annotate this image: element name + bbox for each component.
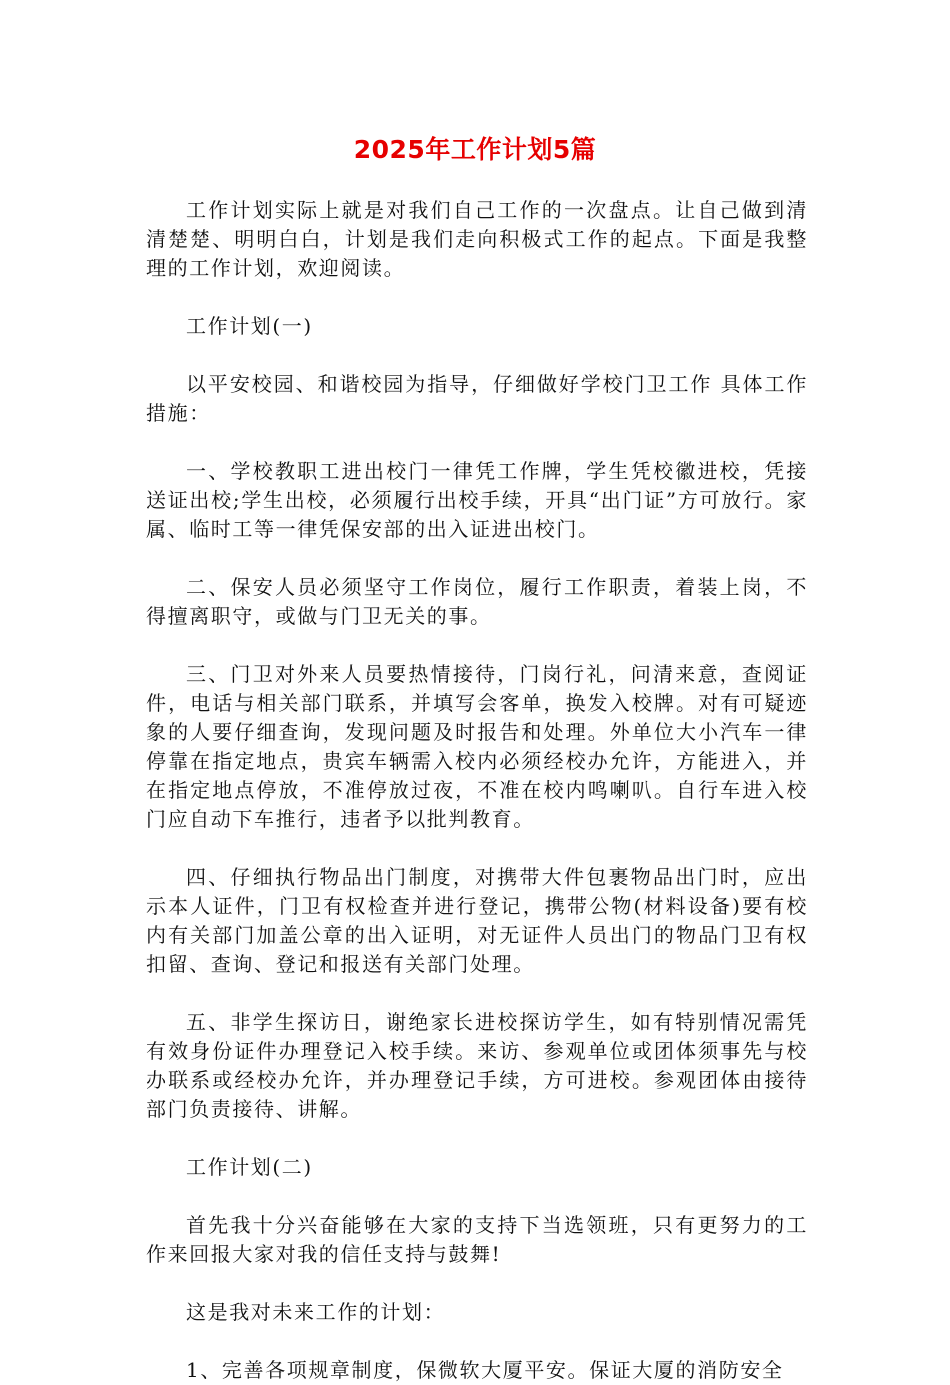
- body-paragraph: 1、完善各项规章制度，保微软大厦平安。保证大厦的消防安全: [186, 1358, 784, 1382]
- body-paragraph: 三、门卫对外来人员要热情接待，门岗行礼，问清来意，查阅证件，电话与相关部门联系，并填写会客单，换发入校牌。对有可疑迹象的人要仔细查询，发现问题及时报告和处理。外单位大小汽车一律停靠在指定地点，贵宾车辆需入校内必须经校办允许，方能进入，并在指定地点停放，不准停放过夜，不准在校内鸣喇叭。自行车进入校门应自动下车推行，违者予以批判教育。: [146, 662, 808, 831]
- section-heading-plan-2: 工作计划(二): [186, 1155, 313, 1179]
- body-paragraph: 二、保安人员必须坚守工作岗位，履行工作职责，着装上岗，不得擅离职守，或做与门卫无关的事。: [146, 575, 808, 628]
- body-paragraph: 以平安校园、和谐校园为指导，仔细做好学校门卫工作 具体工作措施：: [146, 372, 808, 425]
- body-paragraph: 四、仔细执行物品出门制度，对携带大件包裹物品出门时，应出示本人证件，门卫有权检查并进行登记，携带公物(材料设备)要有校内有关部门加盖公章的出入证明，对无证件人员出门的物品门卫有权扣留、查询、登记和报送有关部门处理。: [146, 865, 808, 976]
- body-paragraph: 一、学校教职工进出校门一律凭工作牌，学生凭校徽进校，凭接送证出校;学生出校，必须履行出校手续，开具“出门证”方可放行。家属、临时工等一律凭保安部的出入证进出校门。: [146, 459, 808, 541]
- section-heading-plan-1: 工作计划(一): [186, 314, 313, 338]
- document-body: [146, 196, 808, 1385]
- intro-paragraph: 工作计划实际上就是对我们自己工作的一次盘点。让自己做到清清楚楚、明明白白，计划是我们走向积极式工作的起点。下面是我整理的工作计划，欢迎阅读。: [146, 198, 808, 280]
- body-paragraph: 这是我对未来工作的计划：: [186, 1300, 446, 1324]
- body-paragraph: 五、非学生探访日，谢绝家长进校探访学生，如有特别情况需凭有效身份证件办理登记入校手续。来访、参观单位或团体须事先与校办联系或经校办允许，并办理登记手续，方可进校。参观团体由接待部门负责接待、讲解。: [146, 1010, 808, 1121]
- document-title: 2025年工作计划5篇: [353, 135, 597, 164]
- body-paragraph: 首先我十分兴奋能够在大家的支持下当选领班，只有更努力的工作来回报大家对我的信任支持与鼓舞!: [146, 1213, 808, 1266]
